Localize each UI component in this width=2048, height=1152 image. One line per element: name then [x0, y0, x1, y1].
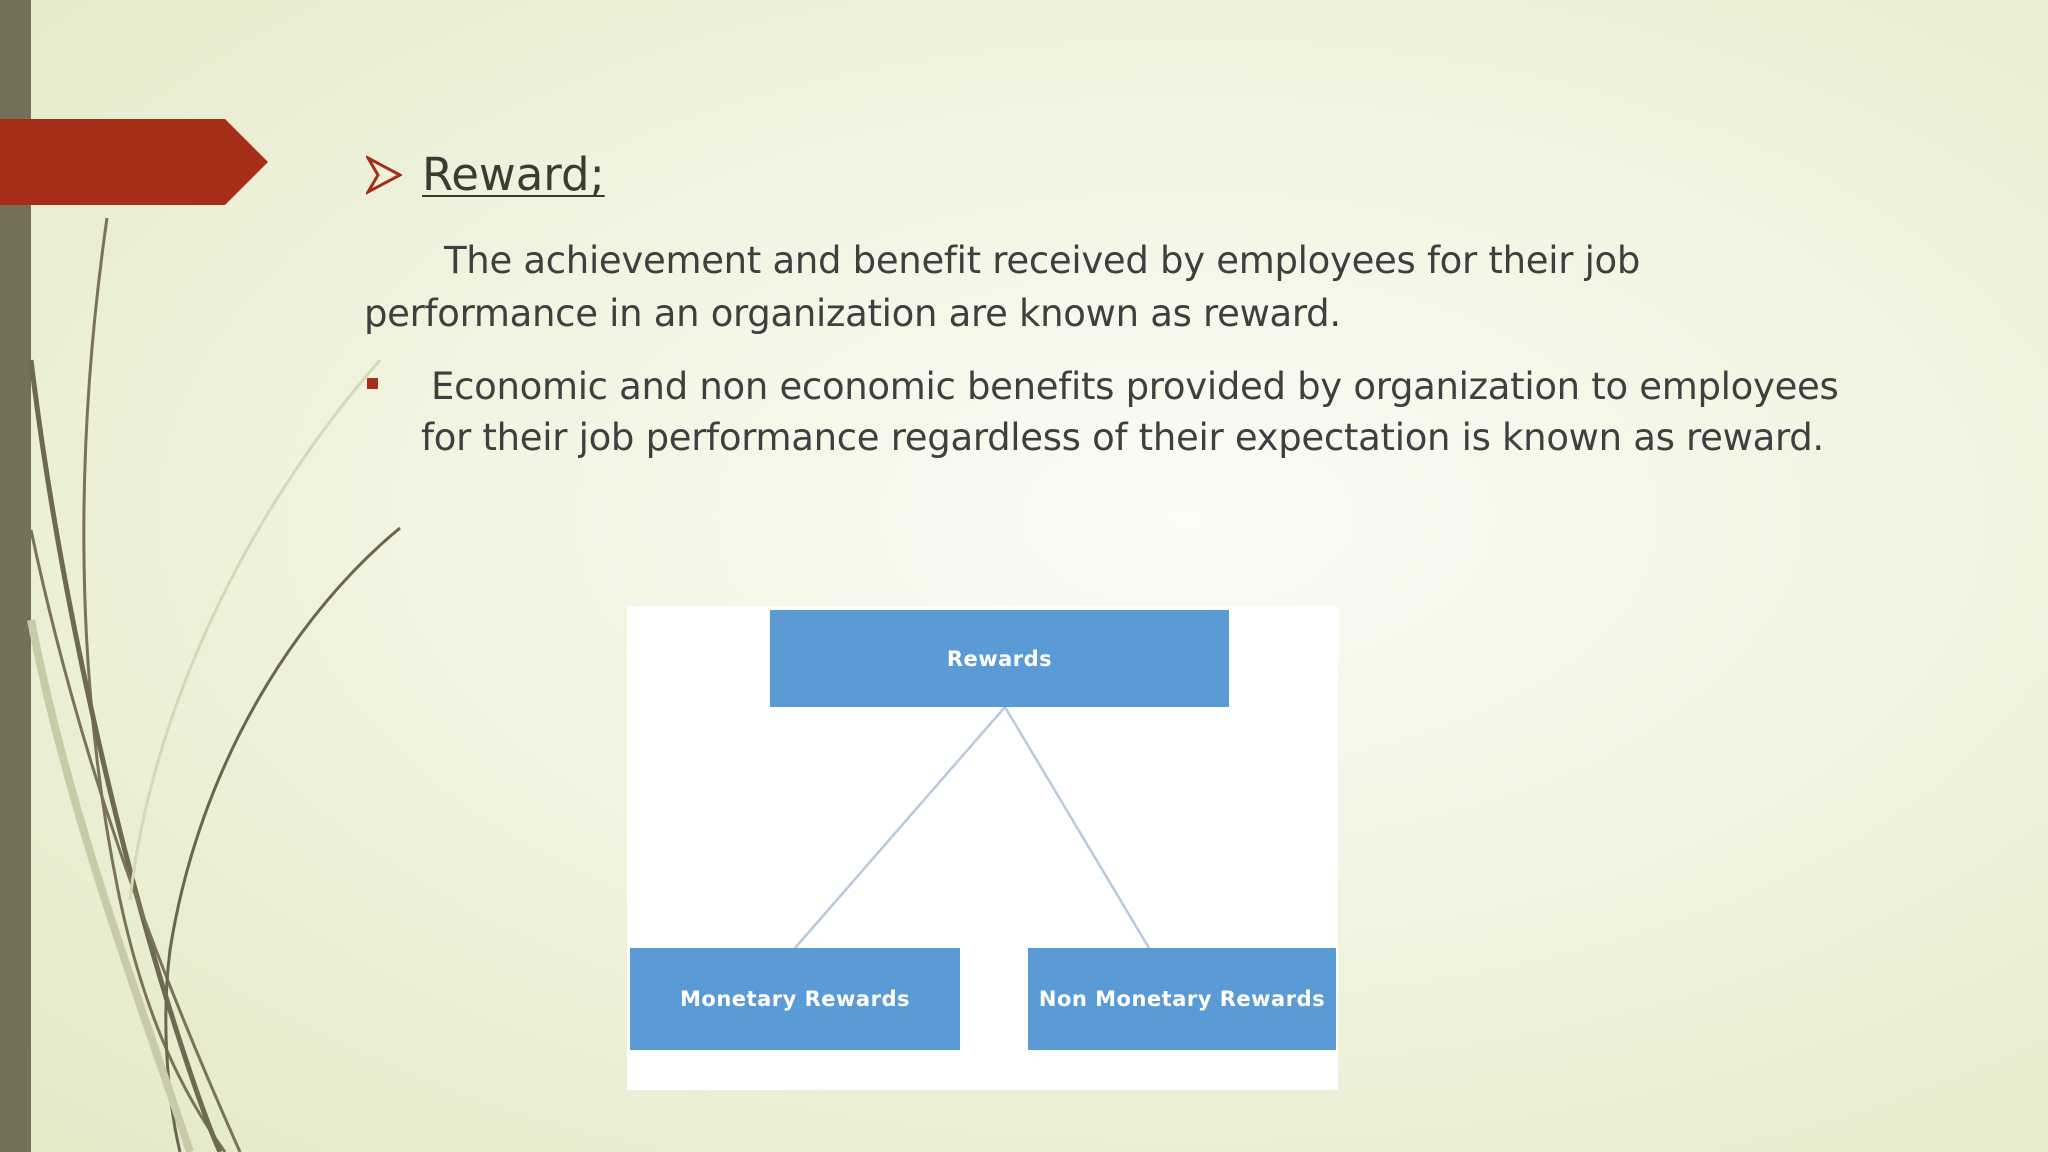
arrow-bullet-icon — [366, 155, 402, 195]
diagram-node-monetary: Monetary Rewards — [630, 948, 960, 1050]
heading-row — [366, 148, 605, 202]
rewards-diagram — [627, 606, 1338, 1090]
title-tab — [0, 119, 270, 205]
diagram-node-rewards: Rewards — [770, 610, 1229, 707]
definition-paragraph: The achievement and benefit received by employees for their job performance in an organization are known as reward. — [364, 239, 1641, 335]
diagram-node-non-monetary: Non Monetary Rewards — [1028, 948, 1336, 1050]
bullet-text: Economic and non economic benefits provided by organization to employees for their job performance regardless of their expectation is known as reward. — [421, 365, 1839, 459]
square-bullet-icon — [367, 378, 378, 389]
slide-heading: Reward; — [422, 148, 605, 201]
